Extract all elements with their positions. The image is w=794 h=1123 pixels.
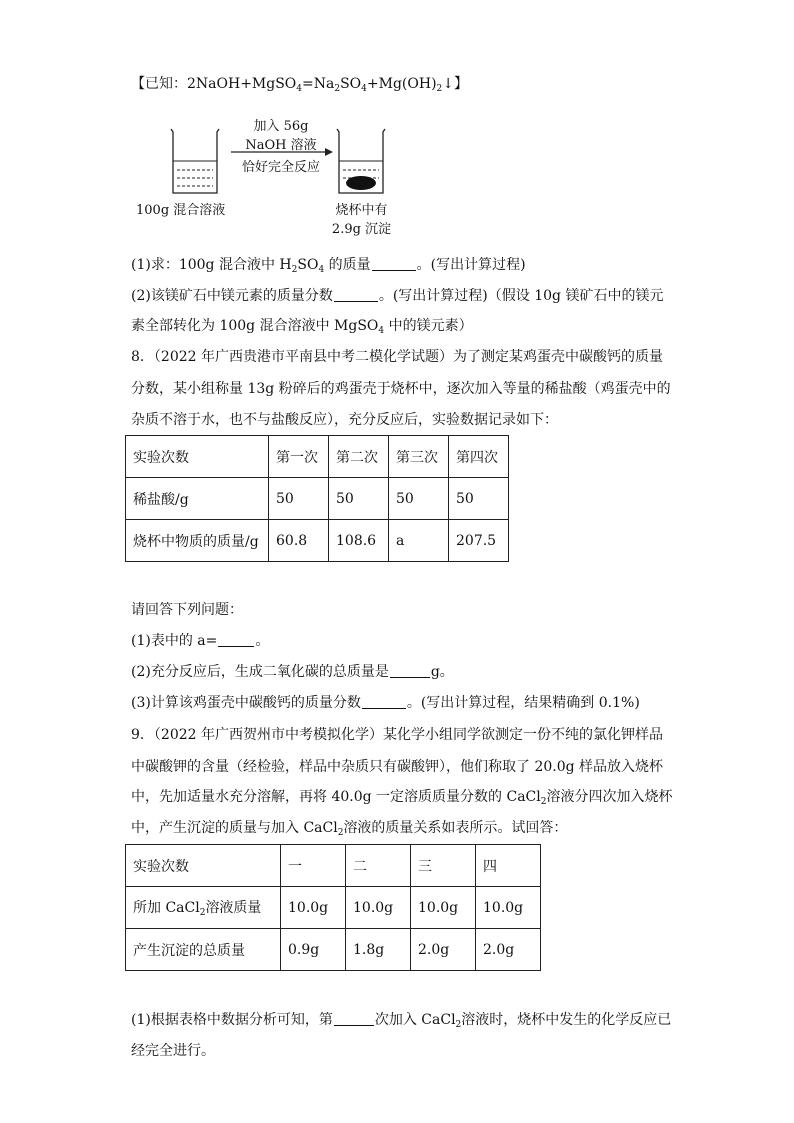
q9-part1: (1)根据表格中数据分析可知，第 次加入 CaCl$_2$溶液时，烧杯中发生的化学反应已: [131, 1012, 672, 1030]
q8-stem-line1: 8．（2022 年广西贵港市平南县中考二模化学试题）为了测定某鸡蛋壳中碳酸钙的质量: [131, 349, 663, 365]
q8-part2: (2)充分反应后，生成二氧化碳的总质量是 g。: [131, 664, 454, 680]
q9-stem-line2: 中碳酸钾的含量（经检验，样品中杂质只有碳酸钾），他们称取了 20.0g 样品放入烧杯: [131, 759, 664, 775]
table-row: 产生沉淀的总质量 0.9g 1.8g 2.0g 2.0g: [126, 929, 541, 971]
table-row: 所加 CaCl$_2$溶液质量 10.0g 10.0g 10.0g 10.0g: [126, 887, 541, 929]
left-beaker-label: 100g 混合溶液: [136, 203, 226, 218]
q7-part2: (2)该镁矿石中镁元素的质量分数 。(写出计算过程)（假设 10g 镁矿石中的镁元: [131, 288, 664, 304]
right-beaker-icon: [337, 129, 385, 193]
q8-stem-line2: 分数，某小组称量 13g 粉碎后的鸡蛋壳于烧杯中，逐次加入等量的稀盐酸（鸡蛋壳中的: [131, 381, 671, 397]
answer-blank[interactable]: [390, 663, 430, 678]
q8-ask: 请回答下列问题：: [131, 602, 243, 618]
answer-blank[interactable]: [362, 694, 406, 709]
answer-blank[interactable]: [218, 632, 254, 647]
q9-part1-line2: 经完全进行。: [131, 1043, 215, 1059]
q9-stem-line3: 中，先加适量水充分溶解，再将 40.0g 一定溶质质量分数的 CaCl$_2$溶液分四次加入烧杯: [131, 789, 673, 807]
reaction-diagram: [131, 115, 391, 265]
q9-data-table: [125, 844, 541, 971]
arrow-label-3: 恰好完全反应: [241, 160, 320, 175]
known-equation: 【已知：$2NaOH+MgSO_4=Na_2SO_4+Mg(OH)_2↓$】: [131, 76, 469, 94]
q9-stem-line1: 9．（2022 年广西贺州市中考模拟化学）某化学小组同学欲测定一份不纯的氯化钾样品: [131, 727, 663, 743]
q7-part1: (1)求：100g 混合液中 $H_2SO_4$ 的质量 。(写出计算过程): [131, 257, 526, 275]
q9-stem-line4: 中，产生沉淀的质量与加入 CaCl$_2$溶液的质量关系如表所示。试回答：: [131, 820, 568, 838]
answer-blank[interactable]: [334, 287, 378, 302]
q8-data-table: [125, 435, 509, 562]
arrow-label-1: 加入 56g: [253, 119, 309, 134]
arrow-label-2: NaOH 溶液: [245, 138, 317, 153]
right-beaker-label-1: 烧杯中有: [335, 203, 388, 218]
answer-blank[interactable]: [372, 256, 416, 271]
right-beaker-label-2: 2.9g 沉淀: [331, 222, 392, 237]
answer-blank[interactable]: [334, 1011, 374, 1026]
table-row: 稀盐酸/g 50 50 50 50: [126, 478, 509, 520]
q7-part2-line2: 素全部转化为 100g 混合溶液中 MgSO$_4$ 中的镁元素）: [131, 318, 473, 336]
left-beaker-icon: [171, 129, 219, 193]
table-row: 烧杯中物质的质量/g 60.8 108.6 a 207.5: [126, 520, 509, 562]
precipitate-icon: [346, 176, 376, 190]
table-row: 实验次数 第一次 第二次 第三次 第四次: [126, 436, 509, 478]
q8-stem-line3: 杂质不溶于水，也不与盐酸反应），充分反应后，实验数据记录如下：: [131, 412, 558, 428]
q8-part1: (1)表中的 a= 。: [131, 633, 270, 649]
table-row: 实验次数 一 二 三 四: [126, 845, 541, 887]
q8-part3: (3)计算该鸡蛋壳中碳酸钙的质量分数 。(写出计算过程，结果精确到 0.1%): [131, 695, 640, 711]
